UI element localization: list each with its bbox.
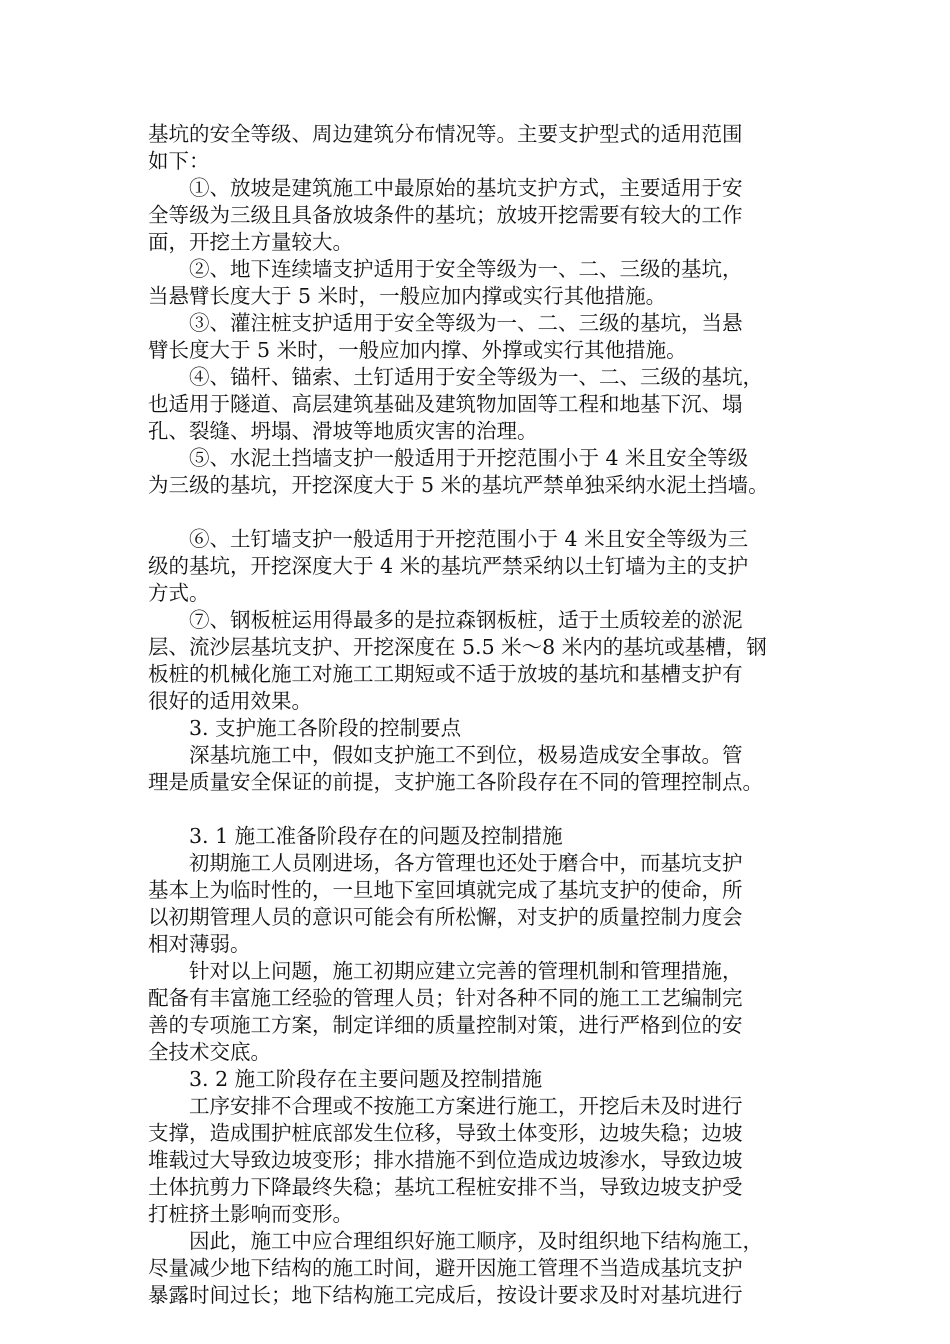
paragraph-start: 工序安排不合理或不按施工方案进行施工，开挖后未及时进行 — [189, 1094, 743, 1118]
text-line: 也适用于隧道、高层建筑基础及建筑物加固等工程和地基下沉、塌 — [148, 392, 743, 416]
blank-line — [148, 499, 808, 526]
text-line: 以初期管理人员的意识可能会有所松懈，对支护的质量控制力度会 — [148, 905, 743, 929]
text-line: 打桩挤土影响而变形。 — [148, 1202, 353, 1226]
paragraph-start: 初期施工人员刚进场，各方管理也还处于磨合中，而基坑支护 — [189, 851, 743, 875]
text-line: 全等级为三级且具备放坡条件的基坑；放坡开挖需要有较大的工作 — [148, 203, 743, 227]
text-line: 臂长度大于 5 米时，一般应加内撑、外撑或实行其他措施。 — [148, 338, 687, 362]
text-line: 板桩的机械化施工对施工工期短或不适于放坡的基坑和基槽支护有 — [148, 662, 743, 686]
text-line: 堆载过大导致边坡变形；排水措施不到位造成边坡渗水，导致边坡 — [148, 1148, 743, 1172]
text-line: 基坑的安全等级、周边建筑分布情况等。主要支护型式的适用范围 — [148, 122, 743, 146]
text-line: 为三级的基坑，开挖深度大于 5 米的基坑严禁单独采纳水泥土挡墙。 — [148, 473, 769, 497]
subsection-heading: 3. 2 施工阶段存在主要问题及控制措施 — [189, 1067, 543, 1091]
paragraph-start: 针对以上问题，施工初期应建立完善的管理机制和管理措施， — [189, 959, 743, 983]
subsection-heading: 3. 1 施工准备阶段存在的问题及控制措施 — [189, 824, 563, 848]
paragraph-start: 深基坑施工中，假如支护施工不到位，极易造成安全事故。管 — [189, 743, 743, 767]
blank-line — [148, 796, 808, 823]
paragraph-start: ①、放坡是建筑施工中最原始的基坑支护方式，主要适用于安 — [189, 176, 743, 200]
text-line: 面，开挖土方量较大。 — [148, 230, 353, 254]
section-heading: 3. 支护施工各阶段的控制要点 — [189, 716, 462, 740]
paragraph-start: 因此，施工中应合理组织好施工顺序，及时组织地下结构施工， — [189, 1229, 763, 1253]
text-line: 基本上为临时性的，一旦地下室回填就完成了基坑支护的使命，所 — [148, 878, 743, 902]
text-line: 当悬臂长度大于 5 米时，一般应加内撑或实行其他措施。 — [148, 284, 667, 308]
text-line: 配备有丰富施工经验的管理人员；针对各种不同的施工工艺编制完 — [148, 986, 743, 1010]
paragraph-start: ⑥、土钉墙支护一般适用于开挖范围小于 4 米且安全等级为三 — [189, 527, 749, 551]
text-line: 层、流沙层基坑支护、开挖深度在 5.5 米～8 米内的基坑或基槽，钢 — [148, 635, 767, 659]
paragraph-start: ③、灌注桩支护适用于安全等级为一、二、三级的基坑，当悬 — [189, 311, 743, 335]
text-line: 全技术交底。 — [148, 1040, 271, 1064]
paragraph-start: ⑦、钢板桩运用得最多的是拉森钢板桩，适于土质较差的淤泥 — [189, 608, 743, 632]
paragraph-start: ②、地下连续墙支护适用于安全等级为一、二、三级的基坑， — [189, 257, 743, 281]
text-line: 理是质量安全保证的前提，支护施工各阶段存在不同的管理控制点。 — [148, 770, 763, 794]
text-line: 如下： — [148, 149, 210, 173]
text-line: 土体抗剪力下降最终失稳；基坑工程桩安排不当，导致边坡支护受 — [148, 1175, 743, 1199]
text-line: 支撑，造成围护桩底部发生位移，导致土体变形，边坡失稳；边坡 — [148, 1121, 743, 1145]
text-line: 方式。 — [148, 581, 210, 605]
text-line: 善的专项施工方案，制定详细的质量控制对策，进行严格到位的安 — [148, 1013, 743, 1037]
text-line: 级的基坑，开挖深度大于 4 米的基坑严禁采纳以土钉墙为主的支护 — [148, 554, 749, 578]
paragraph-start: ④、锚杆、锚索、土钉适用于安全等级为一、二、三级的基坑， — [189, 365, 763, 389]
document-page — [148, 121, 808, 1309]
text-line: 暴露时间过长；地下结构施工完成后，按设计要求及时对基坑进行 — [148, 1283, 743, 1307]
paragraph-start: ⑤、水泥土挡墙支护一般适用于开挖范围小于 4 米且安全等级 — [189, 446, 749, 470]
text-line: 很好的适用效果。 — [148, 689, 312, 713]
text-line: 尽量减少地下结构的施工时间，避开因施工管理不当造成基坑支护 — [148, 1256, 743, 1280]
text-line: 相对薄弱。 — [148, 932, 251, 956]
text-line: 孔、裂缝、坍塌、滑坡等地质灾害的治理。 — [148, 419, 538, 443]
